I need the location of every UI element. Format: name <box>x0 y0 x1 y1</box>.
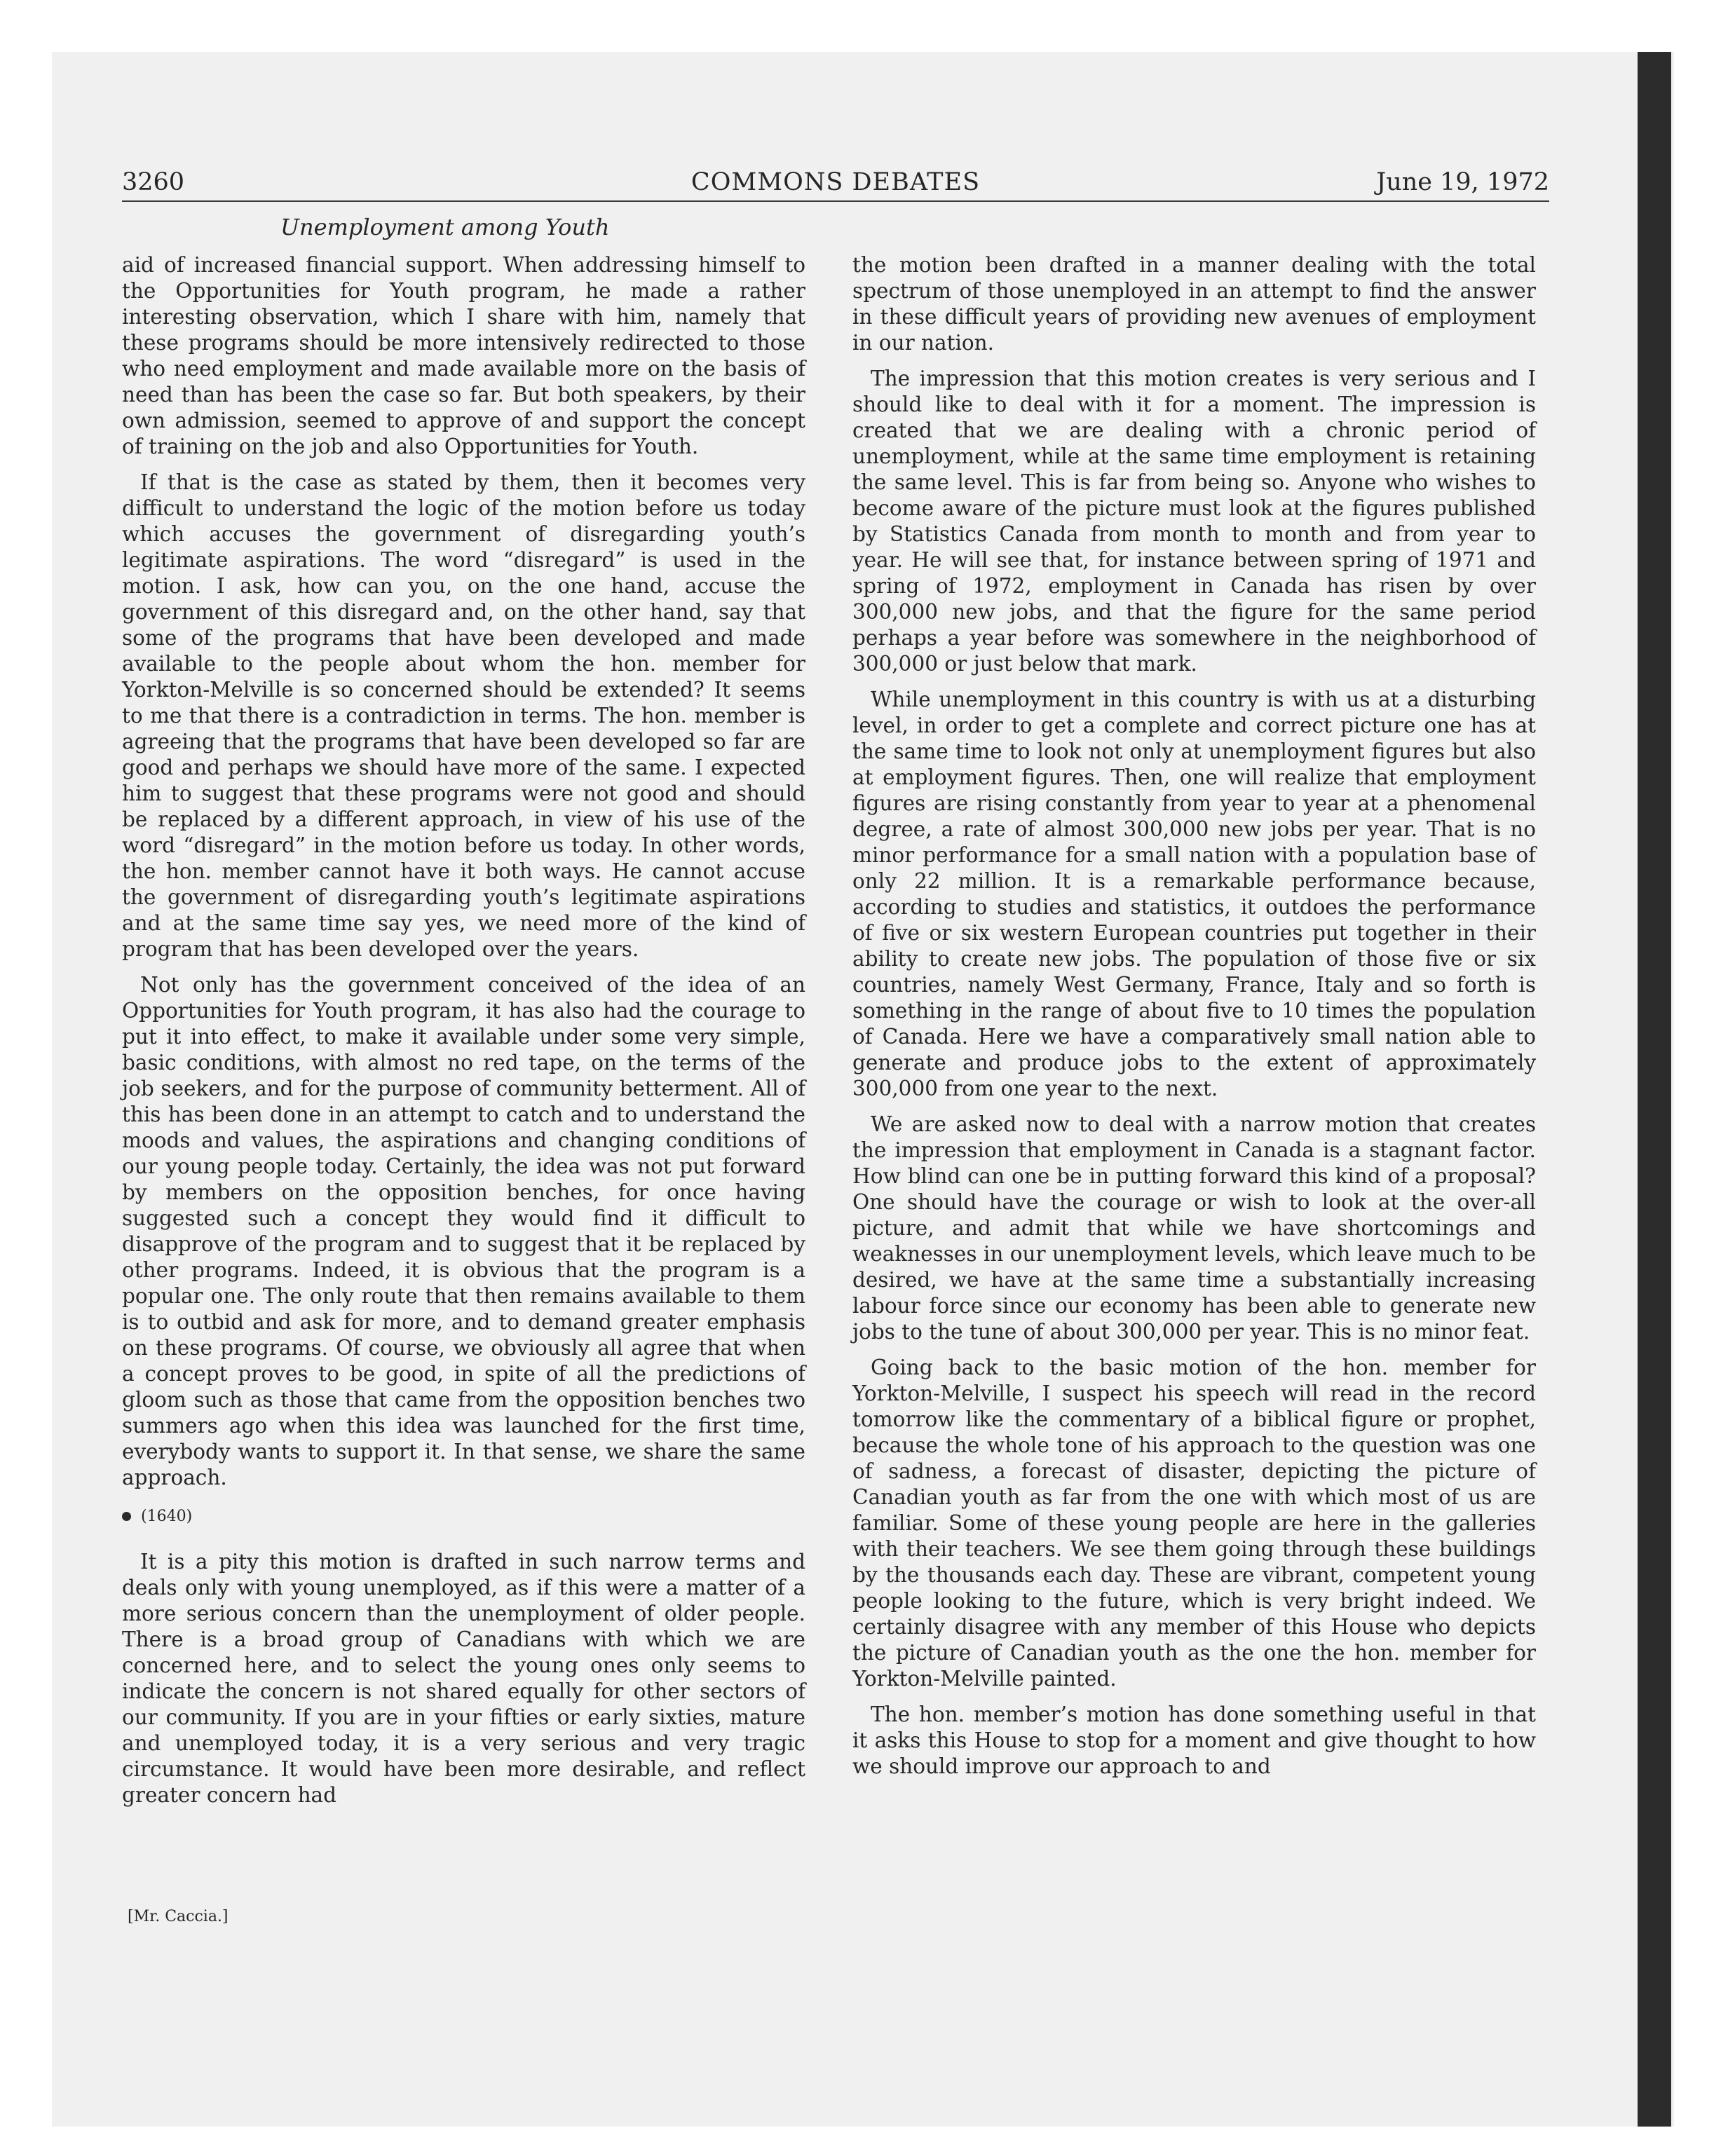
time-marker-label: (1640) <box>141 1508 193 1525</box>
paragraph: If that is the case as stated by them, then it becomes very difficult to understand the logic of the motion before us today which accuses the government of disregarding youth’s legitimate aspirations. The word “disregard” is used in the motion. I ask, how can you, on the one hand, accuse the government of this disregard and, on the other hand, say that some of the programs that have been developed and made available to the people about whom the hon. member for Yorkton-Melville is so concerned should be extended? It seems to me that there is a contradiction in terms. The hon. member is agreeing that the programs that have been developed so far are good and perhaps we should have more of the same. I expected him to suggest that these programs were not good and should be replaced by a different approach, in view of his use of the word “disregard” in the motion before us today. In other words, the hon. member cannot have it both ways. He cannot accuse the government of disregarding youth’s legitimate aspirations and at the same time say yes, we need more of the kind of program that has been developed over the years. <box>122 470 805 961</box>
paragraph: aid of increased financial support. When addressing himself to the Opportunities for Youth program, he made a rather interesting observation, which I share with him, namely that these programs should be more intensively redirected to those who need employment and made available more on the basis of need than has been the case so far. But both speakers, by their own admission, seemed to approve of and support the concept of training on the job and also Opportunities for Youth. <box>122 253 805 458</box>
speaker-attribution: [Mr. Caccia.] <box>128 1908 229 1925</box>
right-column <box>852 252 1536 1789</box>
paragraph: Going back to the basic motion of the hon. member for Yorkton-Melville, I suspect his speech will read in the record tomorrow like the commentary of a biblical figure or prophet, because the whole tone of his approach to the question was one of sadness, a forecast of disaster, depicting the picture of Canadian youth as far from the one with which most of us are familiar. Some of these young people are here in the galleries with their teachers. We see them going through these buildings by the thousands each day. These are vibrant, competent young people looking to the future, which is very bright indeed. We certainly disagree with any member of this House who depicts the picture of Canadian youth as the one the hon. member for Yorkton-Melville painted. <box>852 1356 1536 1691</box>
publication-title: COMMONS DEBATES <box>690 168 981 196</box>
paragraph: Not only has the government conceived of the idea of an Opportunities for Youth program, it has also had the courage to put it into effect, to make it available under some very simple, basic conditions, with almost no red tape, on the terms of the job seekers, and for the purpose of community betterment. All of this has been done in an attempt to catch and to understand the moods and values, the aspirations and changing conditions of our young people today. Certainly, the idea was not put forward by members on the opposition benches, for once having suggested such a concept they would find it difficult to disapprove of the program and to suggest that it be replaced by other programs. Indeed, it is obvious that the program is a popular one. The only route that then remains available to them is to outbid and ask for more, and to demand greater emphasis on these programs. Of course, we obviously all agree that when a concept proves to be good, in spite of all the predictions of gloom such as those that came from the opposition benches two summers ago when this idea was launched for the first time, everybody wants to support it. In that sense, we share the same approach. <box>122 973 805 1489</box>
page-date: June 19, 1972 <box>1376 168 1549 196</box>
page-number: 3260 <box>122 168 185 196</box>
time-marker <box>122 1503 805 1529</box>
left-column <box>122 252 805 1818</box>
paragraph: While unemployment in this country is with us at a disturbing level, in order to get a complete and correct picture one has at the same time to look not only at unemployment figures but also at employment figures. Then, one will realize that employment figures are rising constantly from year to year at a phenomenal degree, a rate of almost 300,000 new jobs per year. That is no minor performance for a small nation with a population base of only 22 million. It is a remarkable performance because, according to studies and statistics, it outdoes the performance of five or six western European countries put together in their ability to create new jobs. The population of those five or six countries, namely West Germany, France, Italy and so forth is something in the range of about five to 10 times the population of Canada. Here we have a comparatively small nation able to generate and produce jobs to the extent of approximately 300,000 from one year to the next. <box>852 688 1536 1100</box>
page-binding-edge <box>1638 52 1671 2127</box>
subject-heading: Unemployment among Youth <box>280 214 610 240</box>
paragraph: We are asked now to deal with a narrow motion that creates the impression that employment in Canada is a stagnant factor. How blind can one be in putting forward this kind of a proposal? One should have the courage or wish to look at the over-all picture, and admit that while we have shortcomings and weaknesses in our unemployment levels, which leave much to be desired, we have at the same time a substantially increasing labour force since our economy has been able to generate new jobs to the tune of about 300,000 per year. This is no minor feat. <box>852 1112 1536 1344</box>
paragraph: the motion been drafted in a manner dealing with the total spectrum of those unemployed in an attempt to find the answer in these difficult years of providing new avenues of employment in our nation. <box>852 253 1536 355</box>
paragraph: The impression that this motion creates is very serious and I should like to deal with it for a moment. The impression is created that we are dealing with a chronic period of unemployment, while at the same time employment is retaining the same level. This is far from being so. Anyone who wishes to become aware of the picture must look at the figures published by Statistics Canada from month to month and from year to year. He will see that, for instance between spring of 1971 and spring of 1972, employment in Canada has risen by over 300,000 new jobs, and that the figure for the same period perhaps a year before was somewhere in the neighborhood of 300,000 or just below that mark. <box>852 367 1536 676</box>
paragraph: It is a pity this motion is drafted in such narrow terms and deals only with young unemployed, as if this were a matter of a more serious concern than the unemployment of older people. There is a broad group of Canadians with which we are concerned here, and to select the young ones only seems to indicate the concern is not shared equally for other sectors of our community. If you are in your fifties or early sixties, mature and unemployed today, it is a very serious and very tragic circumstance. It would have been more desirable, and reflect greater concern had <box>122 1550 805 1807</box>
bullet-icon <box>122 1512 131 1521</box>
page-header <box>122 160 1549 202</box>
paragraph: The hon. member’s motion has done something useful in that it asks this House to stop for a moment and give thought to how we should improve our approach to and <box>852 1703 1536 1778</box>
